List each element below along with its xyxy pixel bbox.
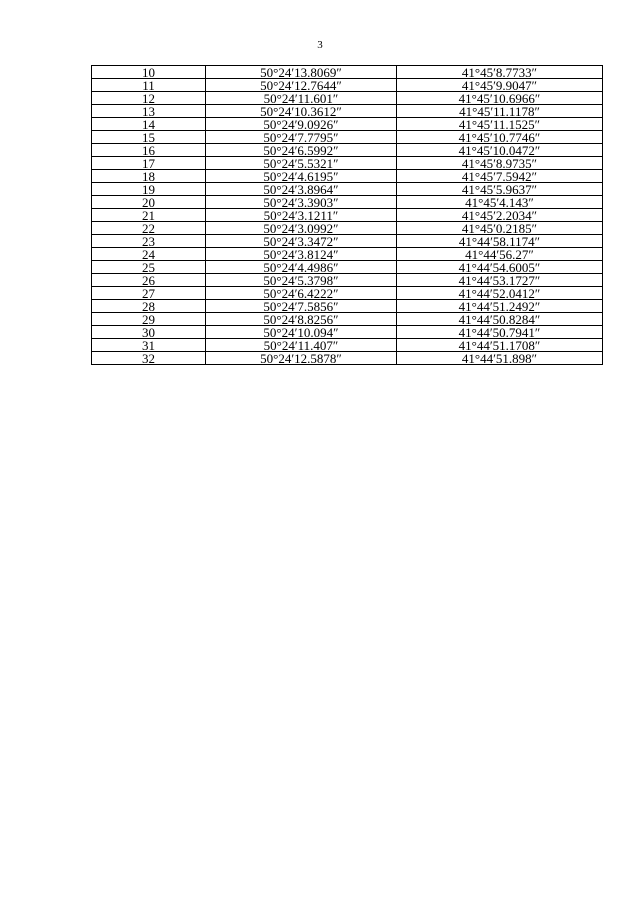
longitude-cell: 41°45′8.9735″ [397,157,603,170]
table-row [92,339,603,352]
latitude-cell: 50°24′6.5992″ [206,144,397,157]
longitude-cell: 41°45′7.5942″ [397,170,603,183]
table-row [92,196,603,209]
coordinates-table [91,65,603,365]
table-row [92,248,603,261]
latitude-cell: 50°24′10.094″ [206,326,397,339]
latitude-cell: 50°24′3.8964″ [206,183,397,196]
latitude-cell: 50°24′3.3472″ [206,235,397,248]
point-number-cell: 21 [92,209,206,222]
point-number-cell: 16 [92,144,206,157]
point-number-cell: 24 [92,248,206,261]
latitude-cell: 50°24′3.0992″ [206,222,397,235]
longitude-cell: 41°45′9.9047″ [397,79,603,92]
latitude-cell: 50°24′4.4986″ [206,261,397,274]
table-row [92,118,603,131]
longitude-cell: 41°45′4.143″ [397,196,603,209]
point-number-cell: 27 [92,287,206,300]
latitude-cell: 50°24′3.8124″ [206,248,397,261]
page-number: 3 [317,39,323,51]
point-number-cell: 15 [92,131,206,144]
longitude-cell: 41°44′52.0412″ [397,287,603,300]
latitude-cell: 50°24′13.8069″ [206,66,397,79]
latitude-cell: 50°24′11.407″ [206,339,397,352]
point-number-cell: 10 [92,66,206,79]
longitude-cell: 41°44′51.1708″ [397,339,603,352]
point-number-cell: 12 [92,92,206,105]
point-number-cell: 31 [92,339,206,352]
table-row [92,105,603,118]
coordinates-table-body [92,66,603,365]
latitude-cell: 50°24′6.4222″ [206,287,397,300]
table-row [92,66,603,79]
latitude-cell: 50°24′10.3612″ [206,105,397,118]
point-number-cell: 32 [92,352,206,365]
longitude-cell: 41°44′58.1174″ [397,235,603,248]
latitude-cell: 50°24′5.3798″ [206,274,397,287]
table-row [92,79,603,92]
latitude-cell: 50°24′5.5321″ [206,157,397,170]
latitude-cell: 50°24′11.601″ [206,92,397,105]
point-number-cell: 14 [92,118,206,131]
longitude-cell: 41°45′8.7733″ [397,66,603,79]
longitude-cell: 41°45′10.7746″ [397,131,603,144]
longitude-cell: 41°45′10.6966″ [397,92,603,105]
longitude-cell: 41°44′53.1727″ [397,274,603,287]
longitude-cell: 41°45′11.1178″ [397,105,603,118]
table-row [92,170,603,183]
point-number-cell: 11 [92,79,206,92]
table-row [92,300,603,313]
table-row [92,352,603,365]
latitude-cell: 50°24′9.0926″ [206,118,397,131]
longitude-cell: 41°45′11.1525″ [397,118,603,131]
point-number-cell: 19 [92,183,206,196]
latitude-cell: 50°24′12.5878″ [206,352,397,365]
table-row [92,92,603,105]
point-number-cell: 17 [92,157,206,170]
point-number-cell: 20 [92,196,206,209]
table-row [92,326,603,339]
table-row [92,313,603,326]
table-row [92,235,603,248]
latitude-cell: 50°24′12.7644″ [206,79,397,92]
longitude-cell: 41°44′54.6005″ [397,261,603,274]
table-row [92,274,603,287]
latitude-cell: 50°24′8.8256″ [206,313,397,326]
point-number-cell: 28 [92,300,206,313]
point-number-cell: 22 [92,222,206,235]
latitude-cell: 50°24′7.7795″ [206,131,397,144]
table-row [92,287,603,300]
latitude-cell: 50°24′7.5856″ [206,300,397,313]
point-number-cell: 30 [92,326,206,339]
point-number-cell: 26 [92,274,206,287]
table-row [92,209,603,222]
longitude-cell: 41°45′10.0472″ [397,144,603,157]
latitude-cell: 50°24′4.6195″ [206,170,397,183]
point-number-cell: 29 [92,313,206,326]
longitude-cell: 41°45′0.2185″ [397,222,603,235]
table-row [92,222,603,235]
longitude-cell: 41°44′50.7941″ [397,326,603,339]
point-number-cell: 23 [92,235,206,248]
point-number-cell: 25 [92,261,206,274]
longitude-cell: 41°44′51.898″ [397,352,603,365]
latitude-cell: 50°24′3.1211″ [206,209,397,222]
table-row [92,157,603,170]
longitude-cell: 41°44′51.2492″ [397,300,603,313]
point-number-cell: 18 [92,170,206,183]
latitude-cell: 50°24′3.3903″ [206,196,397,209]
table-row [92,183,603,196]
longitude-cell: 41°44′56.27″ [397,248,603,261]
longitude-cell: 41°45′2.2034″ [397,209,603,222]
longitude-cell: 41°44′50.8284″ [397,313,603,326]
table-row [92,144,603,157]
table-row [92,261,603,274]
longitude-cell: 41°45′5.9637″ [397,183,603,196]
table-row [92,131,603,144]
point-number-cell: 13 [92,105,206,118]
